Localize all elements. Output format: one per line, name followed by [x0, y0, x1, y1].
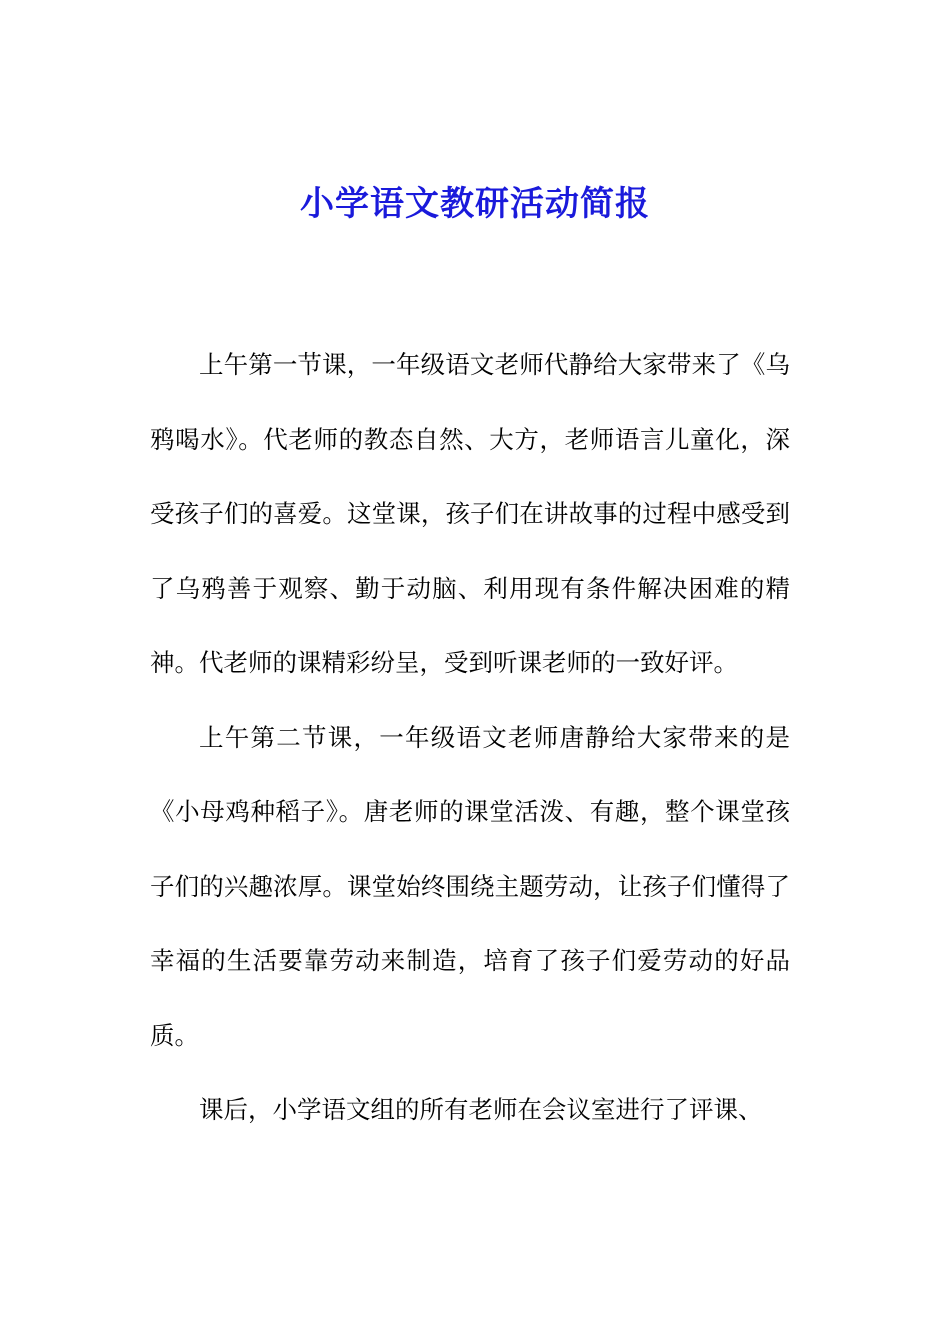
- paragraph-first-lesson: 上午第一节课，一年级语文老师代静给大家带来了《乌鸦喝水》。代老师的教态自然、大方，老师语言儿童化，深受孩子们的喜爱。这堂课，孩子们在讲故事的过程中感受到了乌鸦善于观察、勤于动脑、利用现有条件解决困难的精神。代老师的课精彩纷呈，受到听课老师的一致好评。: [150, 350, 790, 677]
- paragraph-after-class: 课后，小学语文组的所有老师在会议室进行了评课、: [199, 1095, 763, 1124]
- document-title: 小学语文教研活动简报: [300, 184, 650, 224]
- paragraph-second-lesson: 上午第二节课，一年级语文老师唐静给大家带来的是《小母鸡种稻子》。唐老师的课堂活泼、有趣，整个课堂孩子们的兴趣浓厚。课堂始终围绕主题劳动，让孩子们懂得了幸福的生活要靠劳动来制造，培育了孩子们爱劳动的好品质。: [150, 722, 790, 1050]
- document-body: [150, 328, 790, 1148]
